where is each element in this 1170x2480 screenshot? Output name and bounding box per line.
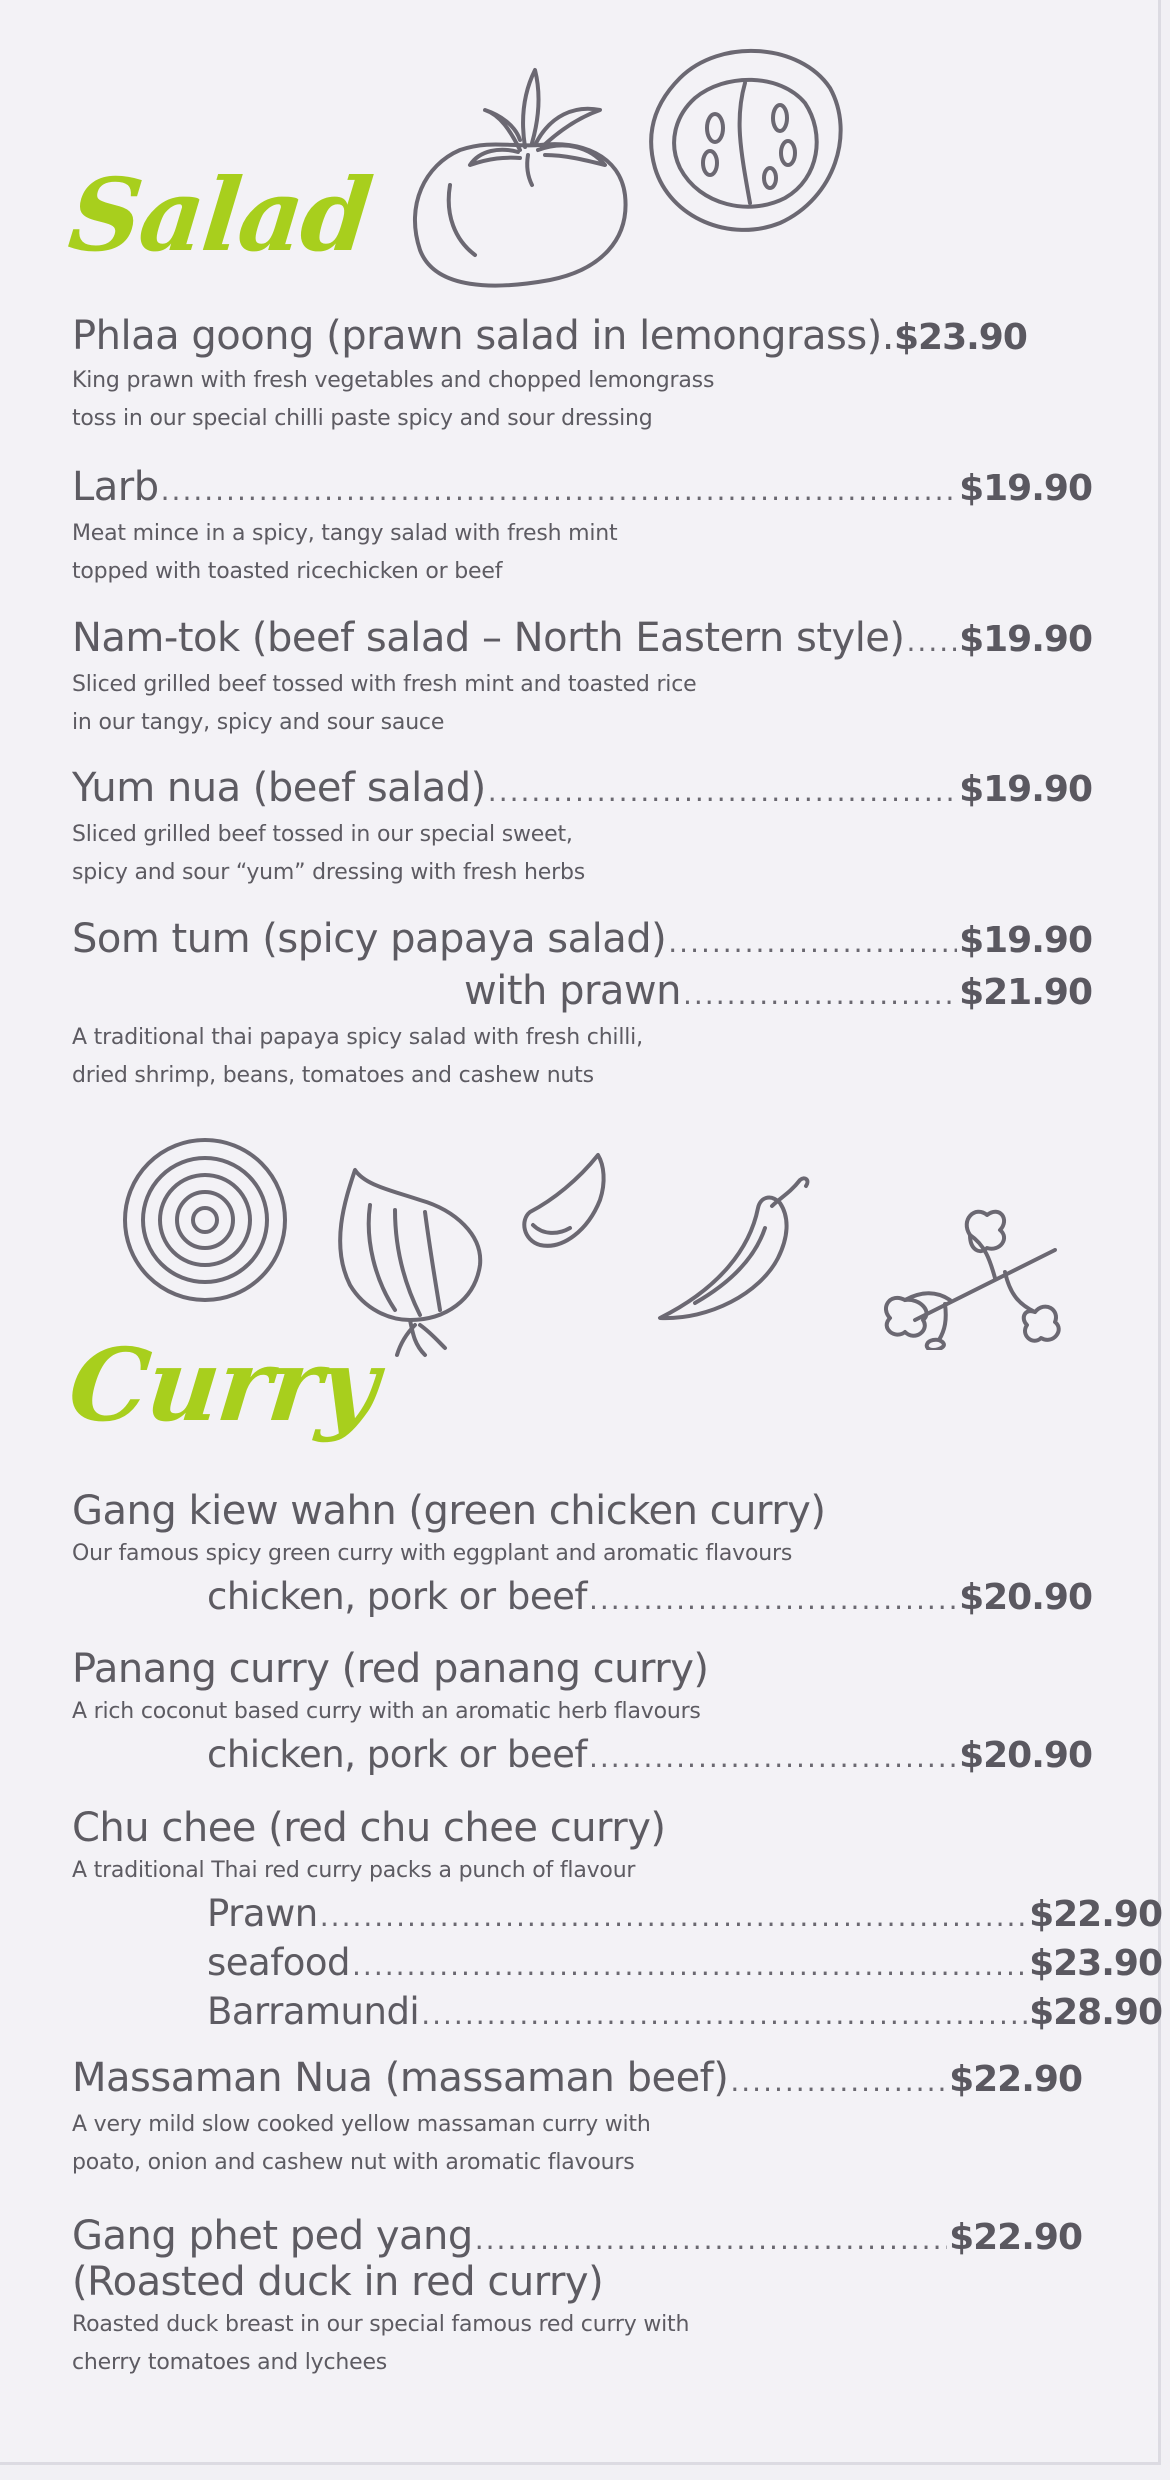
leader-dots	[161, 467, 957, 515]
item-option	[207, 1573, 1092, 1624]
item-variant-price: $21.90	[959, 972, 1092, 1013]
tomato-icon	[400, 55, 640, 295]
item-name: Nam-tok (beef salad – North Eastern style)	[72, 615, 905, 661]
menu-item	[72, 1645, 1092, 1782]
tomato-half-icon	[640, 38, 850, 238]
item-option	[207, 1988, 1162, 2039]
leader-dots	[683, 971, 957, 1019]
onion-slice-icon	[120, 1135, 290, 1305]
menu-item	[72, 1804, 1162, 2039]
item-description: dried shrimp, beans, tomatoes and cashew nuts	[72, 1063, 594, 1088]
item-description: A traditional thai papaya spicy salad with fresh chilli,	[72, 1025, 643, 1050]
item-price: $22.90	[949, 2217, 1082, 2258]
item-description: topped with toasted ricechicken or beef	[72, 559, 503, 584]
item-subtitle: (Roasted duck in red curry)	[72, 2259, 604, 2305]
option-name: Prawn	[207, 1892, 318, 1935]
item-price: $23.90	[893, 317, 1027, 358]
item-option	[207, 1731, 1092, 1782]
option-price: $28.90	[1029, 1992, 1162, 2033]
option-name: chicken, pork or beef	[207, 1575, 587, 1618]
item-name: Yum nua (beef salad)	[72, 765, 486, 811]
coriander-icon	[875, 1200, 1065, 1350]
item-price: $22.90	[949, 2059, 1082, 2100]
leader-dots	[320, 1893, 1027, 1941]
item-description: A traditional Thai red curry packs a punch of flavour	[72, 1858, 636, 1883]
option-price: $23.90	[1029, 1943, 1162, 1984]
menu-item	[72, 915, 1092, 1095]
item-name: Phlaa goong (prawn salad in lemongrass).	[72, 313, 894, 359]
item-option	[207, 1890, 1162, 1941]
item-name: Gang kiew wahn (green chicken curry)	[72, 1488, 826, 1534]
leader-dots	[421, 1991, 1027, 2039]
item-description: Meat mince in a spicy, tangy salad with fresh mint	[72, 521, 618, 546]
option-price: $20.90	[959, 1577, 1092, 1618]
item-description: King prawn with fresh vegetables and chopped lemongrass	[72, 368, 715, 393]
item-name: Chu chee (red chu chee curry)	[72, 1805, 666, 1851]
leader-dots	[589, 1576, 957, 1624]
menu-item	[72, 312, 1092, 438]
menu-item	[72, 2054, 1082, 2182]
item-price: $19.90	[959, 468, 1092, 509]
section-title-salad: Salad	[63, 156, 376, 274]
item-description: Our famous spicy green curry with eggplant and aromatic flavours	[72, 1541, 793, 1566]
section-title-curry: Curry	[63, 1326, 382, 1444]
item-price: $19.90	[959, 920, 1092, 961]
leader-dots	[730, 2058, 947, 2106]
garlic-clove-icon	[518, 1150, 608, 1255]
leader-dots	[668, 919, 957, 967]
item-description: spicy and sour “yum” dressing with fresh herbs	[72, 860, 585, 885]
item-name: Gang phet ped yang	[72, 2213, 473, 2259]
menu-item	[72, 1487, 1092, 1624]
item-name: Som tum (spicy papaya salad)	[72, 916, 667, 962]
option-name: seafood	[207, 1941, 351, 1984]
leader-dots	[907, 618, 958, 666]
chilli-icon	[650, 1168, 820, 1328]
menu-item	[72, 463, 1092, 591]
option-price: $20.90	[959, 1735, 1092, 1776]
item-description: poato, onion and cashew nut with aromatic flavours	[72, 2150, 635, 2175]
item-description: in our tangy, spicy and sour sauce	[72, 710, 445, 735]
menu-item	[72, 764, 1092, 892]
item-description: A very mild slow cooked yellow massaman curry with	[72, 2112, 651, 2137]
option-name: Barramundi	[207, 1990, 420, 2033]
item-description: Roasted duck breast in our special famous red curry with	[72, 2312, 690, 2337]
item-description: Sliced grilled beef tossed in our special sweet,	[72, 822, 573, 847]
item-variant-name: with prawn	[464, 968, 681, 1014]
item-name: Larb	[72, 464, 159, 510]
menu-item	[72, 614, 1092, 742]
leader-dots	[589, 1734, 957, 1782]
item-price: $19.90	[959, 619, 1092, 660]
leader-dots	[488, 768, 957, 816]
option-price: $22.90	[1029, 1894, 1162, 1935]
item-description: toss in our special chilli paste spicy and sour dressing	[72, 406, 653, 431]
leader-dots	[352, 1942, 1027, 1990]
item-description: Sliced grilled beef tossed with fresh mint and toasted rice	[72, 672, 697, 697]
item-name: Panang curry (red panang curry)	[72, 1646, 709, 1692]
option-name: chicken, pork or beef	[207, 1733, 587, 1776]
menu-item	[72, 2212, 1082, 2382]
item-name: Massaman Nua (massaman beef)	[72, 2055, 729, 2101]
item-option	[207, 1939, 1162, 1990]
item-description: cherry tomatoes and lychees	[72, 2350, 388, 2375]
leader-dots	[475, 2216, 947, 2264]
item-price: $19.90	[959, 769, 1092, 810]
item-description: A rich coconut based curry with an aromatic herb flavours	[72, 1699, 701, 1724]
